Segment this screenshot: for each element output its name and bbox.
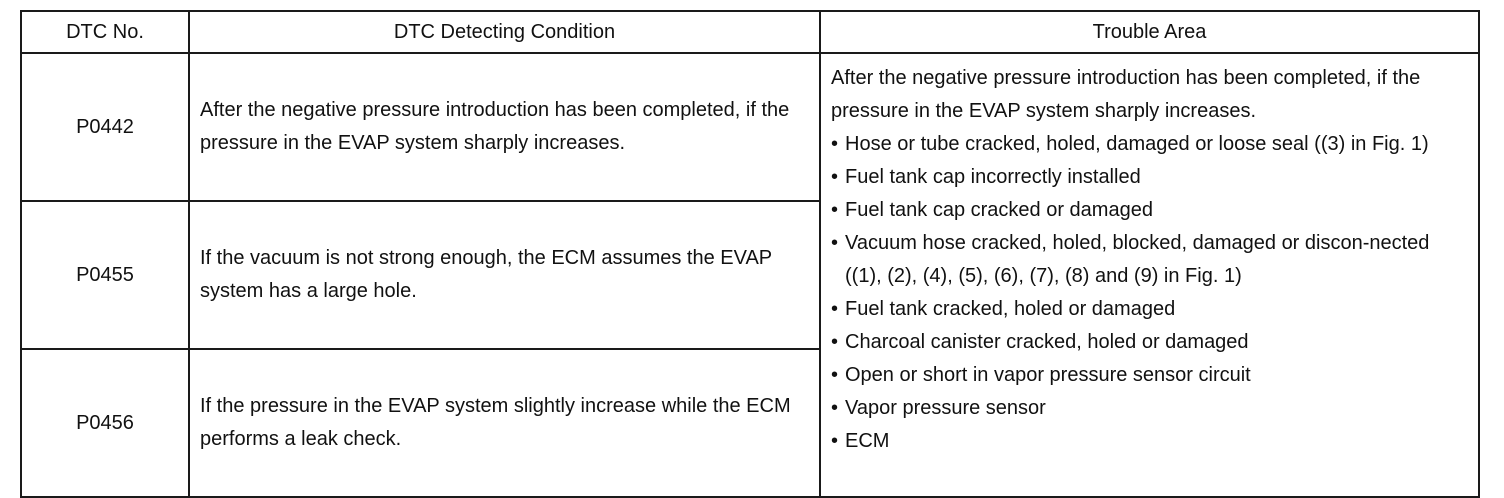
bullet-icon: • <box>831 331 839 353</box>
header-trouble-area: Trouble Area <box>820 11 1479 53</box>
bullet-icon: • <box>831 298 839 320</box>
bullet-icon: • <box>831 232 839 254</box>
list-item <box>831 326 1468 359</box>
bullet-icon: • <box>831 199 839 221</box>
bullet-icon: • <box>831 430 839 452</box>
list-item-text: Hose or tube cracked, holed, damaged or loose seal ((3) in Fig. 1) <box>845 133 1429 155</box>
list-item-text: Fuel tank cracked, holed or damaged <box>845 298 1176 320</box>
trouble-area-list <box>831 128 1468 458</box>
bullet-icon: • <box>831 364 839 386</box>
trouble-area-cell <box>820 53 1479 497</box>
list-item <box>831 194 1468 227</box>
dtc-table <box>20 10 1480 498</box>
list-item <box>831 392 1468 425</box>
list-item-text: Open or short in vapor pressure sensor circuit <box>845 364 1251 386</box>
list-item <box>831 161 1468 194</box>
list-item <box>831 425 1468 458</box>
dtc-code-cell: P0456 <box>21 349 189 497</box>
list-item-text: Vapor pressure sensor <box>845 397 1046 419</box>
list-item <box>831 359 1468 392</box>
header-dtc-no: DTC No. <box>21 11 189 53</box>
list-item-text: Vacuum hose cracked, holed, blocked, damaged or discon-nected ((1), (2), (4), (5), (6), (7), (8) and (9) in Fig. 1) <box>845 232 1430 287</box>
list-item-text: Fuel tank cap incorrectly installed <box>845 166 1141 188</box>
trouble-area-intro: After the negative pressure introduction has been completed, if the pressure in the EVAP system sharply increases. <box>831 67 1421 122</box>
dtc-code-cell: P0442 <box>21 53 189 201</box>
header-detecting-condition: DTC Detecting Condition <box>189 11 820 53</box>
detecting-condition-cell: If the pressure in the EVAP system slightly increase while the ECM performs a leak check. <box>189 349 820 497</box>
list-item-text: Fuel tank cap cracked or damaged <box>845 199 1153 221</box>
list-item-text: ECM <box>845 430 890 452</box>
list-item <box>831 293 1468 326</box>
list-item-text: Charcoal canister cracked, holed or damaged <box>845 331 1249 353</box>
bullet-icon: • <box>831 397 839 419</box>
header-row <box>21 11 1479 53</box>
list-item <box>831 128 1468 161</box>
table-row <box>21 53 1479 201</box>
bullet-icon: • <box>831 133 839 155</box>
dtc-code-cell: P0455 <box>21 201 189 349</box>
list-item <box>831 227 1468 293</box>
detecting-condition-cell: After the negative pressure introduction has been completed, if the pressure in the EVAP system sharply increases. <box>189 53 820 201</box>
detecting-condition-cell: If the vacuum is not strong enough, the ECM assumes the EVAP system has a large hole. <box>189 201 820 349</box>
bullet-icon: • <box>831 166 839 188</box>
